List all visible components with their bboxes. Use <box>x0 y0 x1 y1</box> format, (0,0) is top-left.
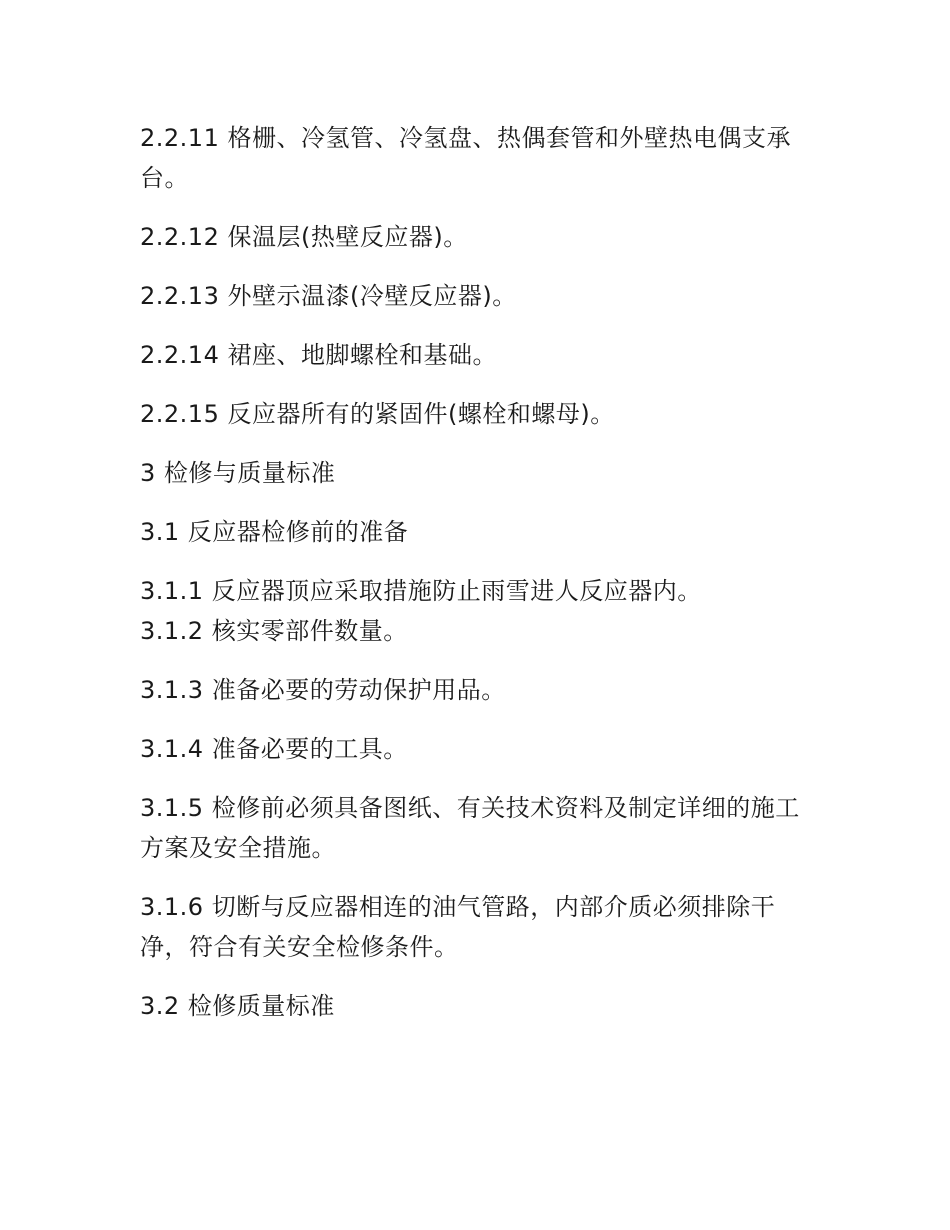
paragraph-3-1-4: 3.1.4 准备必要的工具。 <box>140 735 408 763</box>
subsection-heading-3-1: 3.1 反应器检修前的准备 <box>140 518 409 546</box>
paragraph-3-1-3: 3.1.3 准备必要的劳动保护用品。 <box>140 676 506 704</box>
section-heading-3: 3 检修与质量标准 <box>140 459 336 487</box>
paragraph-2-2-14: 2.2.14 裙座、地脚螺栓和基础。 <box>140 341 497 369</box>
paragraph-2-2-11: 2.2.11 格栅、冷氢管、冷氢盘、热偶套管和外壁热电偶支承台。 <box>140 124 791 192</box>
paragraph-2-2-15: 2.2.15 反应器所有的紧固件(螺栓和螺母)。 <box>140 400 615 428</box>
paragraph-3-1-1: 3.1.1 反应器顶应采取措施防止雨雪进人反应器内。 <box>140 577 702 605</box>
paragraph-3-1-5: 3.1.5 检修前必须具备图纸、有关技术资料及制定详细的施工方案及安全措施。 <box>140 794 800 862</box>
paragraph-2-2-13: 2.2.13 外壁示温漆(冷壁反应器)。 <box>140 282 517 310</box>
subsection-heading-3-2: 3.2 检修质量标准 <box>140 992 335 1020</box>
document-body <box>140 118 820 1045</box>
paragraph-2-2-12: 2.2.12 保温层(热壁反应器)。 <box>140 223 468 251</box>
paragraph-3-1-6: 3.1.6 切断与反应器相连的油气管路，内部介质必须排除干净，符合有关安全检修条件。 <box>140 893 776 961</box>
paragraph-3-1-2: 3.1.2 核实零部件数量。 <box>140 617 408 645</box>
